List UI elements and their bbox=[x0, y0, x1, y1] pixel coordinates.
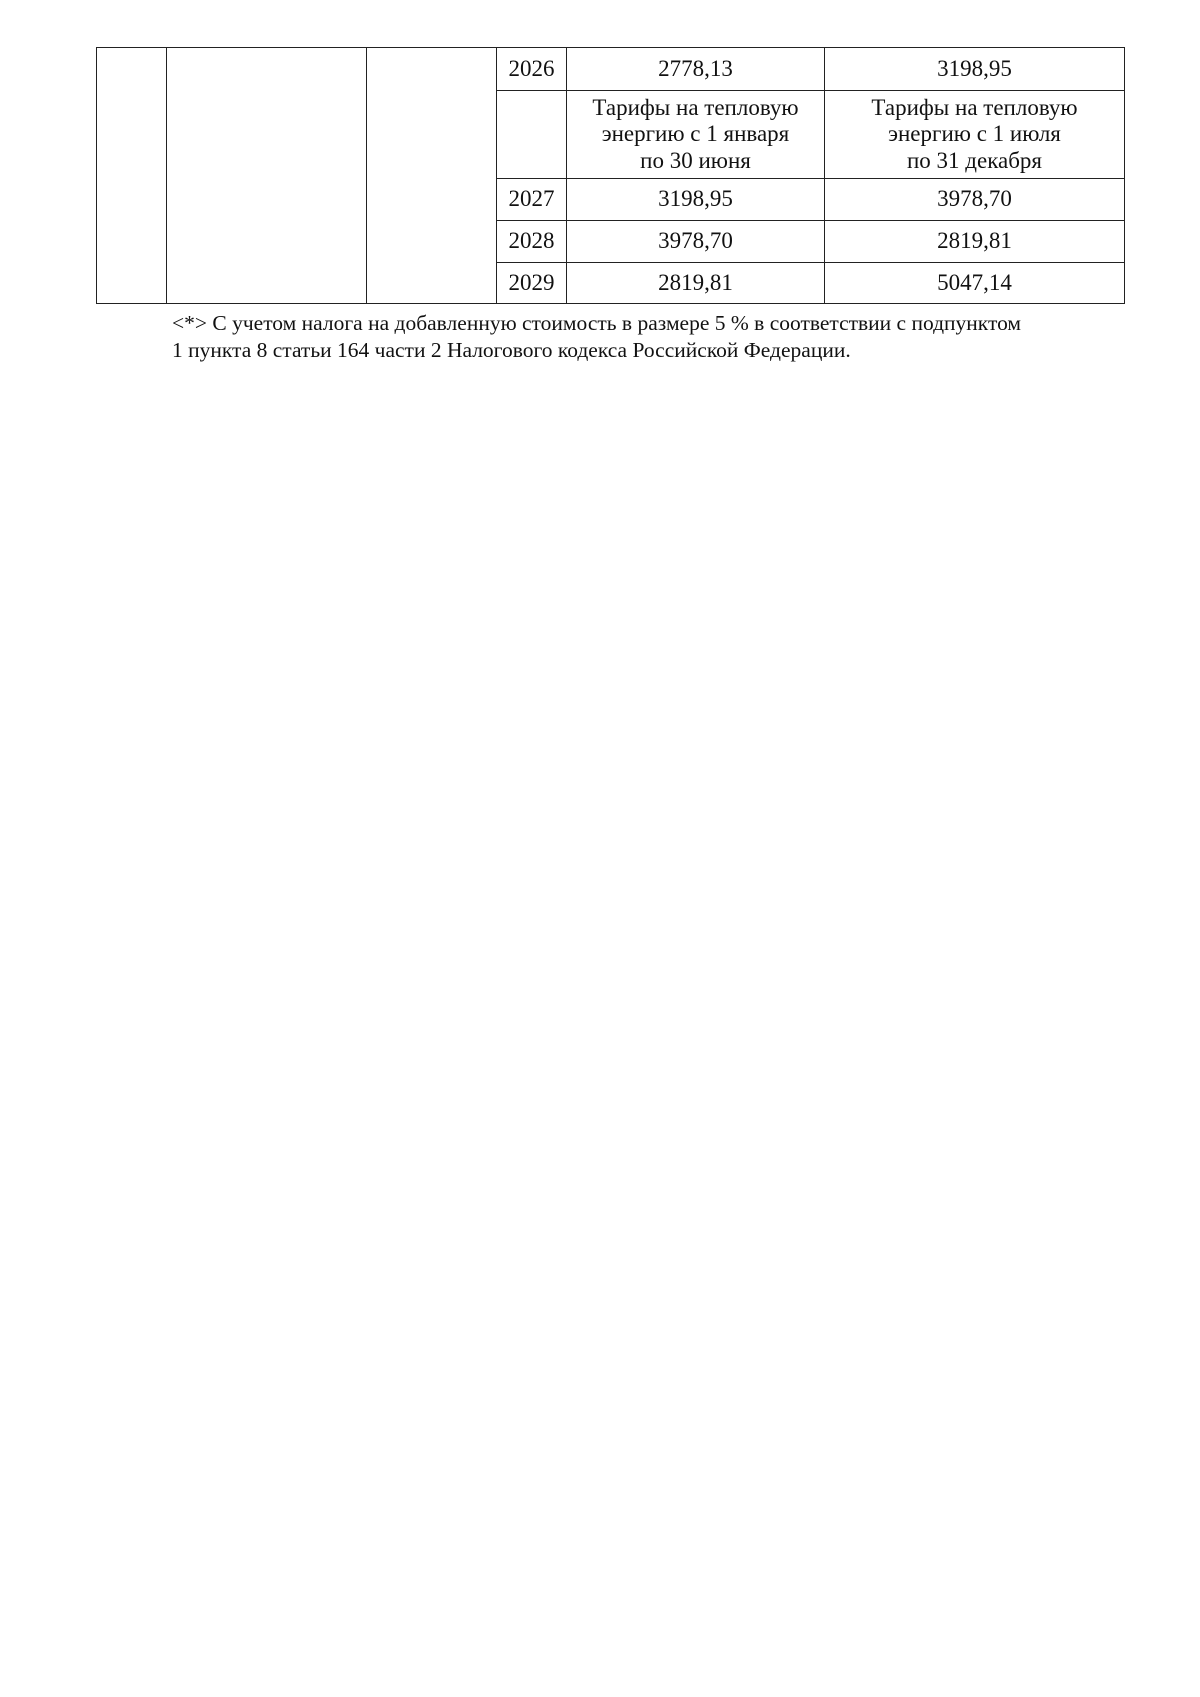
period-header-second-half bbox=[825, 91, 1125, 179]
year-cell: 2026 bbox=[497, 48, 567, 91]
period-header-first-half bbox=[567, 91, 825, 179]
tariff-value-cell: 2819,81 bbox=[825, 221, 1125, 263]
tariff-value-cell: 2819,81 bbox=[567, 263, 825, 304]
header-line: по 30 июня bbox=[640, 147, 751, 173]
tariff-value-cell: 3198,95 bbox=[567, 179, 825, 221]
header-line: Тарифы на тепловую bbox=[592, 94, 799, 120]
tariff-value-cell: 3978,70 bbox=[567, 221, 825, 263]
year-cell: 2029 bbox=[497, 263, 567, 304]
header-line: Тарифы на тепловую bbox=[871, 94, 1078, 120]
tariff-value-cell: 3198,95 bbox=[825, 48, 1125, 91]
empty-cell bbox=[97, 48, 167, 304]
table-row bbox=[97, 48, 1125, 91]
footnote-line: 1 пункта 8 статьи 164 части 2 Налогового кодекса Российской Федерации. bbox=[172, 338, 851, 362]
footnote bbox=[172, 310, 1152, 364]
header-line: энергию с 1 января bbox=[601, 121, 790, 147]
empty-cell bbox=[167, 48, 367, 304]
header-line: энергию с 1 июля bbox=[888, 121, 1061, 147]
footnote-line: <*> С учетом налога на добавленную стоимость в размере 5 % в соответствии с подпунктом bbox=[172, 311, 1022, 335]
empty-cell bbox=[367, 48, 497, 304]
tariff-value-cell: 5047,14 bbox=[825, 263, 1125, 304]
tariff-value-cell: 3978,70 bbox=[825, 179, 1125, 221]
tariff-value-cell: 2778,13 bbox=[567, 48, 825, 91]
year-cell: 2027 bbox=[497, 179, 567, 221]
header-line: по 31 декабря bbox=[906, 147, 1043, 173]
tariff-table bbox=[96, 47, 1125, 304]
year-cell bbox=[497, 91, 567, 179]
year-cell: 2028 bbox=[497, 221, 567, 263]
